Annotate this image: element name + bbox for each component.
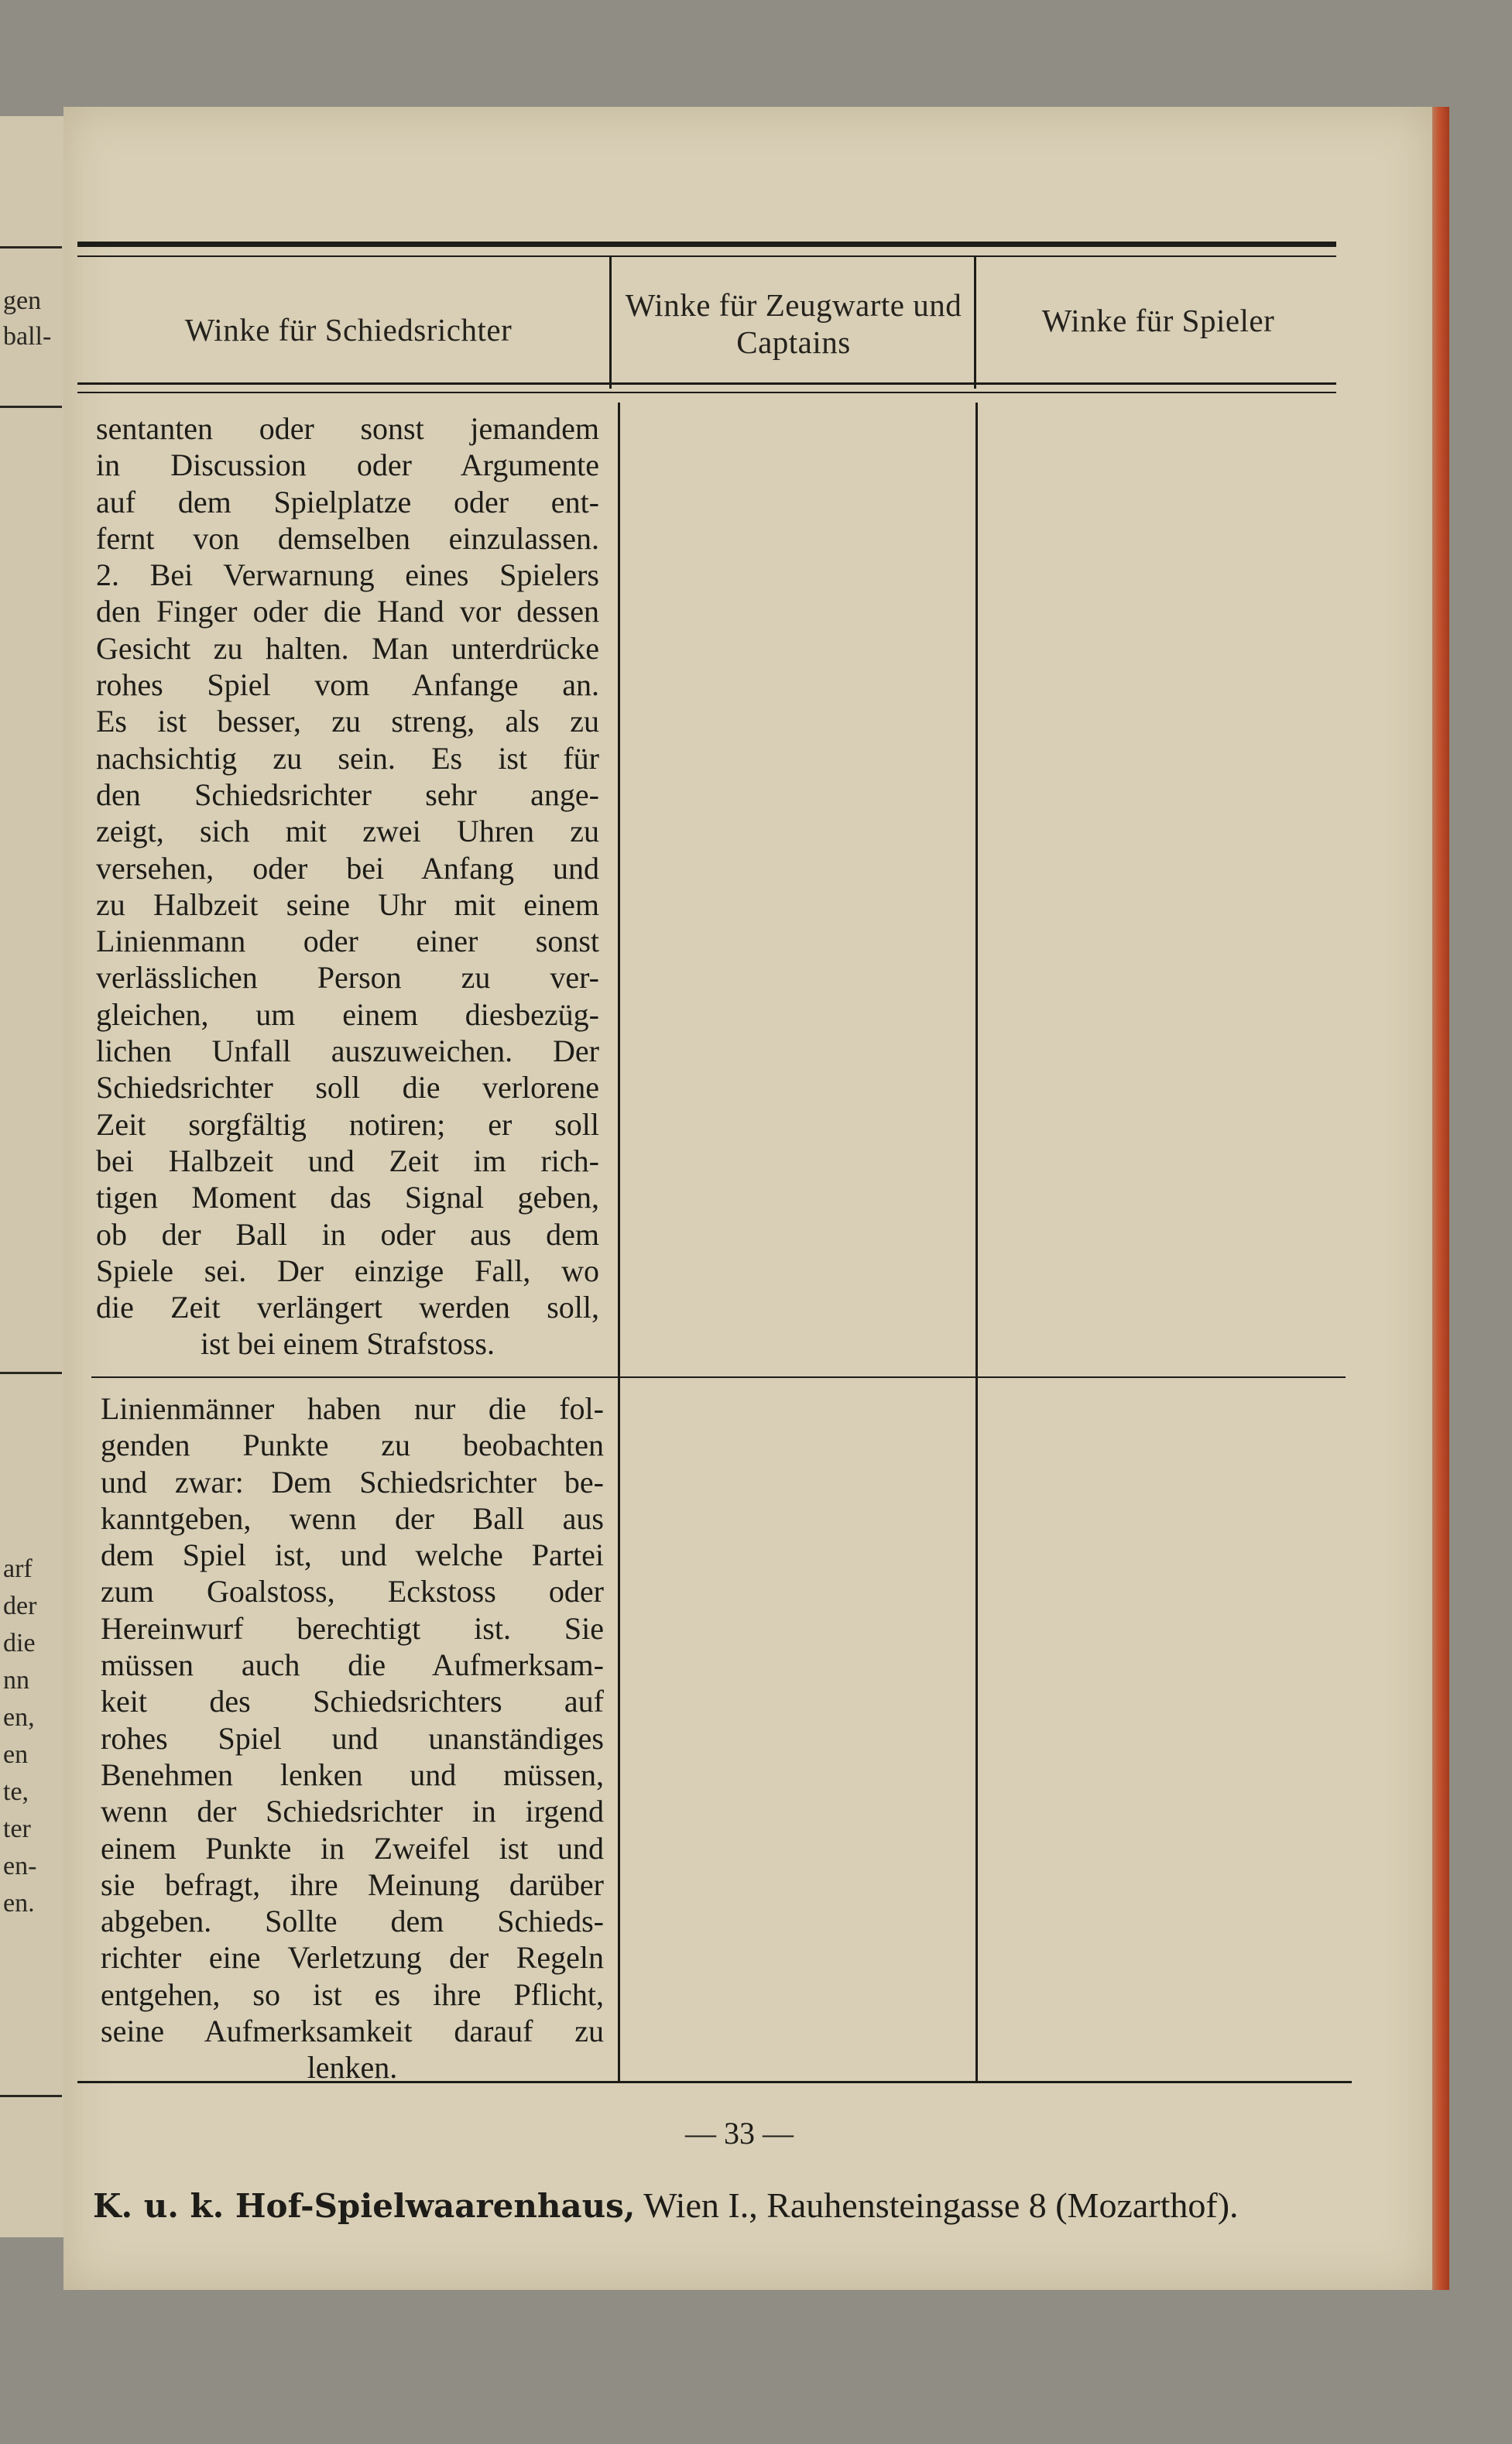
header-captains: Winke für Zeugwarte und Captains	[625, 287, 962, 360]
text-line: Hereinwurf berechtigt ist. Sie	[101, 1610, 604, 1646]
text-line: sie befragt, ihre Meinung darüber	[101, 1866, 604, 1902]
text-line: nachsichtig zu sein. Es ist für	[96, 740, 599, 776]
text-line: Gesicht zu halten. Man unterdrücke	[96, 630, 599, 666]
margin-fragment: die	[3, 1629, 36, 1657]
header-bottom-rule	[77, 382, 1336, 385]
text-line: entgehen, so ist es ihre Pflicht,	[101, 1976, 604, 2012]
text-line: in Discussion oder Argumente	[96, 447, 599, 483]
text-line: Linienmänner haben nur die fol-	[101, 1391, 604, 1426]
referee-text-section-2	[101, 1390, 604, 2086]
header-divider	[974, 257, 976, 389]
margin-fragment: en,	[3, 1703, 35, 1732]
text-line: die Zeit verlängert werden soll,	[96, 1290, 599, 1325]
text-line: abgeben. Sollte dem Schieds-	[101, 1904, 604, 1939]
text-line: versehen, oder bei Anfang und	[96, 850, 599, 886]
text-line: auf dem Spielplatze oder ent-	[96, 484, 599, 519]
previous-page-edge	[0, 116, 66, 2237]
text-line: kanntgeben, wenn der Ball aus	[101, 1500, 604, 1536]
text-line: sentanten oder sonst jemandem	[96, 411, 599, 446]
text-line: wenn der Schiedsrichter in irgend	[101, 1794, 604, 1829]
text-line: tigen Moment das Signal geben,	[96, 1180, 599, 1215]
margin-fragment: der	[3, 1592, 37, 1620]
table-top-thin-rule	[77, 255, 1336, 257]
text-line: rohes Spiel und unanständiges	[101, 1720, 604, 1756]
header-divider	[609, 257, 612, 389]
text-line: Benehmen lenken und müssen,	[101, 1757, 604, 1792]
header-players: Winke für Spieler	[1041, 303, 1275, 338]
text-line: 2. Bei Verwarnung eines Spielers	[96, 557, 599, 593]
text-line: und zwar: Dem Schiedsrichter be-	[101, 1464, 604, 1500]
margin-fragment: en	[3, 1740, 29, 1769]
page-edge-red	[1432, 107, 1449, 2290]
text-line: müssen auch die Aufmerksam-	[101, 1647, 604, 1683]
margin-fragment: arf	[3, 1554, 33, 1583]
header-referee: Winke für Schiedsrichter	[184, 312, 513, 348]
margin-fragment: en.	[3, 1889, 35, 1918]
text-line: Spiele sei. Der einzige Fall, wo	[96, 1253, 599, 1288]
text-line: verlässlichen Person zu ver-	[96, 960, 599, 996]
text-line: Linienmann oder einer sonst	[96, 924, 599, 959]
publisher-name: K. u. k. Hof-Spielwaarenhaus,	[93, 2187, 636, 2225]
text-line: gleichen, um einem diesbezüg-	[96, 996, 599, 1032]
text-line: zu Halbzeit seine Uhr mit einem	[96, 886, 599, 922]
prev-page-rule	[0, 2095, 62, 2097]
prev-page-rule	[0, 406, 62, 408]
text-line: zum Goalstoss, Eckstoss oder	[101, 1574, 604, 1609]
prev-page-rule	[0, 246, 62, 249]
text-line: fernt von demselben einzulassen.	[96, 520, 599, 556]
text-line: den Schiedsrichter sehr ange-	[96, 776, 599, 812]
margin-fragment: gen	[3, 286, 42, 315]
header-bottom-thin-rule	[77, 392, 1336, 393]
publisher-line	[93, 2185, 1363, 2226]
text-line: richter eine Verletzung der Regeln	[101, 1940, 604, 1976]
text-line: ist bei einem Strafstoss.	[201, 1326, 495, 1362]
text-line: bei Halbzeit und Zeit im rich-	[96, 1143, 599, 1178]
publisher-address: Wien I., Rauhensteingasse 8 (Mozarthof).	[643, 2185, 1239, 2225]
text-line: rohes Spiel vom Anfange an.	[96, 667, 599, 703]
text-line: Es ist besser, zu streng, als zu	[96, 704, 599, 739]
column-divider	[618, 403, 620, 2081]
text-line: einem Punkte in Zweifel ist und	[101, 1830, 604, 1866]
text-line: seine Aufmerksamkeit darauf zu	[101, 2014, 604, 2049]
margin-fragment: nn	[3, 1666, 29, 1695]
text-line: lenken.	[307, 2050, 398, 2086]
referee-text-section-1	[96, 410, 599, 1363]
text-line: Zeit sorgfältig notiren; er soll	[96, 1106, 599, 1142]
text-line: ob der Ball in oder aus dem	[96, 1216, 599, 1252]
text-line: zeigt, sich mit zwei Uhren zu	[96, 814, 599, 849]
text-line: genden Punkte zu beobachten	[101, 1428, 604, 1463]
text-line: den Finger oder die Hand vor dessen	[96, 594, 599, 629]
text-line: keit des Schiedsrichters auf	[101, 1684, 604, 1719]
margin-fragment: en-	[3, 1852, 37, 1880]
text-line: lichen Unfall auszuweichen. Der	[96, 1033, 599, 1069]
column-divider	[975, 403, 978, 2081]
margin-fragment: te,	[3, 1777, 29, 1806]
margin-fragment: ter	[3, 1815, 31, 1843]
page-number: — 33 —	[685, 2116, 794, 2151]
text-line: dem Spiel ist, und welche Partei	[101, 1537, 604, 1573]
margin-fragment: ball-	[3, 322, 52, 351]
prev-page-rule	[0, 1372, 62, 1374]
table-top-rule	[77, 242, 1336, 247]
text-line: Schiedsrichter soll die verlorene	[96, 1070, 599, 1105]
section-separator	[91, 1376, 1346, 1378]
